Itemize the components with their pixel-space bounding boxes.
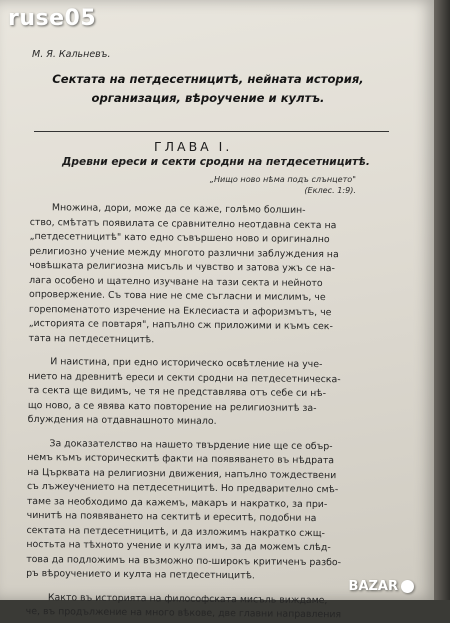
chapter-subtitle: Древни ереси и секти сродни на петдесетницитѣ. bbox=[62, 156, 370, 168]
epigraph-source: (Еклес. 1:9). bbox=[304, 185, 356, 195]
text-line: „петдесетницитѣ" като едно съвършено ново и оригинално bbox=[29, 230, 330, 246]
text-line: та секта ще видимъ, че тя не представлява отъ себе си нѣ- bbox=[27, 384, 327, 400]
text-line: религиозно учение между многото различни заблуждения на bbox=[29, 245, 339, 260]
text-line: що ново, а се явява като повторение на религиознитѣ за- bbox=[27, 399, 317, 414]
text-line: Множина, дори, може да се каже, голѣмо болшин- bbox=[51, 202, 306, 216]
text-line: тата на петдесетницитѣ. bbox=[28, 332, 155, 345]
title-divider bbox=[34, 131, 389, 132]
text-line: съ лъжеучението на петдесетницитѣ. Но предварително смѣ- bbox=[26, 480, 339, 496]
text-line: таме за необходимо да кажемъ, макаръ и накратко, за при- bbox=[26, 495, 328, 510]
logo-icon bbox=[401, 580, 414, 593]
title-line: Сектата на петдесетницитѣ, нейната история, bbox=[52, 72, 364, 86]
text-line: блуждения на отдавнашното минало. bbox=[27, 413, 217, 427]
title-line: организация, вѣроучение и култъ. bbox=[91, 91, 325, 105]
text-line: немъ къмъ историческитѣ факти на появяването въ нѣдрата bbox=[27, 451, 335, 467]
text-line: опровержение. Съ това ние не сме съгласни и мислимъ, че bbox=[28, 288, 326, 304]
text-line: И наистина, при едно историческо освѣтление на уче- bbox=[50, 356, 323, 371]
text-line: нието на древнитѣ ереси и секти сродни на петдесетническа- bbox=[28, 370, 341, 385]
book-title bbox=[48, 70, 368, 108]
book-edge bbox=[434, 0, 450, 600]
text-line: За доказателство на нашето твърдение ние ще се обър- bbox=[49, 437, 333, 452]
text-line: Както въ историята на философската мисъль виждаме, bbox=[47, 591, 328, 606]
logo-text: BAZAR bbox=[348, 579, 398, 594]
text-line: това да подложимъ на възможно по-широкъ критиченъ разбо- bbox=[26, 553, 342, 568]
text-line: сектата на петдесетницитѣ, и да изложимъ накратко сжщ- bbox=[26, 524, 326, 539]
text-line: човѣшката религиозна мисъль и чувство и затова ужъ се на- bbox=[29, 259, 336, 275]
chapter-heading: ГЛАВА I. bbox=[154, 139, 233, 154]
text-line: горепоменатото изречение на Еклесиаста и афоризмътъ, че bbox=[28, 303, 332, 318]
text-line: лага особено и щателно изучване на тази секта и нейното bbox=[29, 274, 323, 289]
epigraph bbox=[196, 174, 356, 196]
bazar-logo bbox=[349, 579, 414, 594]
author-name: М. Я. Кальневъ. bbox=[32, 49, 111, 60]
text-line: че, въ продължение на много вѣкове, две главни направления bbox=[25, 605, 342, 621]
text-line: чинитѣ на появяването на сектитѣ и ереситѣ, подобни на bbox=[26, 509, 317, 525]
text-line: ство, смѣтатъ появилата се сравнително неотдавна секта на bbox=[29, 216, 337, 231]
text-line: ръ вѣроучението и култа на петдесетницитѣ. bbox=[26, 567, 255, 582]
text-line: „историята се повтаря", напълно сж приложими и къмъ сек- bbox=[28, 317, 333, 333]
body-text bbox=[26, 201, 395, 623]
epigraph-quote: „Нищо ново нѣма подъ слънцето" bbox=[209, 174, 356, 184]
text-line: ностьта на тѣхното учение и култа имъ, за да можемъ слѣд- bbox=[26, 538, 331, 554]
seller-watermark: ruse05 bbox=[8, 6, 97, 31]
text-line: на Църквата на религиозни движения, напълно тождествени bbox=[27, 466, 337, 481]
